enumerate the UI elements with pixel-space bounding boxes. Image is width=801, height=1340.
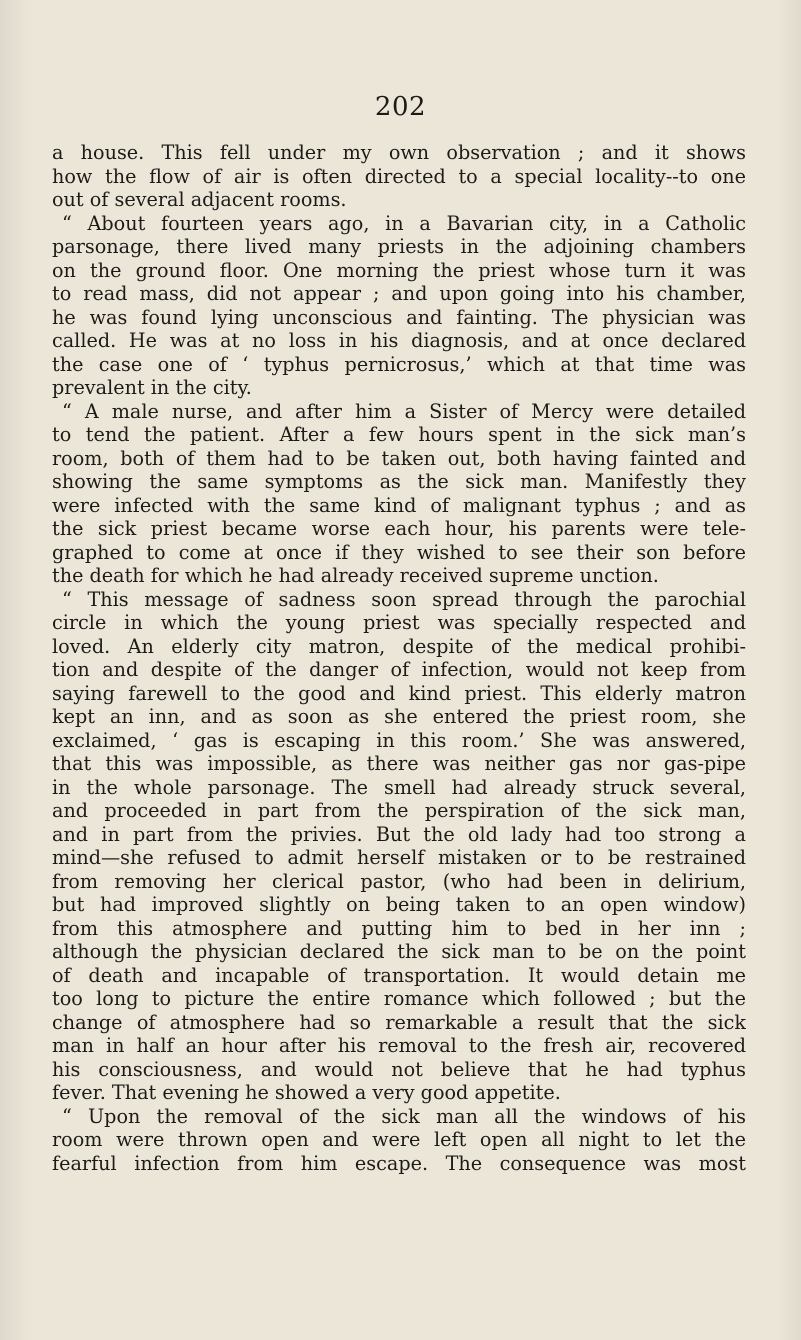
- text-line: saying farewell to the good and kind priest. This elderly matron: [52, 681, 746, 705]
- text-line: “ This message of sadness soon spread through the parochial: [62, 587, 746, 611]
- text-line: a house. This fell under my own observation ; and it shows: [52, 141, 746, 164]
- text-line: how the flow of air is often directed to a special locality--to one: [52, 164, 746, 188]
- text-line: from removing her clerical pastor, (who had been in delirium,: [52, 869, 746, 893]
- text-line: change of atmosphere had so remarkable a result that the sick: [52, 1010, 746, 1034]
- text-line: man in half an hour after his removal to the fresh air, recovered: [52, 1034, 746, 1057]
- text-line: the case one of ‘ typhus pernicrosus,’ which at that time was: [52, 352, 746, 376]
- text-line: tion and despite of the danger of infection, would not keep from: [52, 658, 746, 681]
- text-line: prevalent in the city.: [52, 376, 252, 399]
- page-number: 202: [374, 92, 427, 122]
- text-line: exclaimed, ‘ gas is escaping in this room.’ She was answered,: [52, 728, 746, 752]
- text-line: from this atmosphere and putting him to bed in her inn ;: [52, 916, 746, 940]
- text-line: circle in which the young priest was specially respected and: [52, 611, 746, 634]
- text-line: room were thrown open and were left open all night to let the: [52, 1128, 746, 1151]
- text-line: “ About fourteen years ago, in a Bavarian city, in a Catholic: [62, 211, 746, 235]
- text-line: and in part from the privies. But the old lady had too strong a: [52, 822, 746, 846]
- text-line: he was found lying unconscious and fainting. The physician was: [52, 305, 746, 329]
- text-line: mind—she refused to admit herself mistaken or to be restrained: [52, 846, 746, 869]
- text-line: showing the same symptoms as the sick man. Manifestly they: [52, 470, 746, 493]
- text-line: loved. An elderly city matron, despite of the medical prohibi-: [52, 634, 746, 658]
- text-line: to tend the patient. After a few hours spent in the sick man’s: [52, 423, 746, 446]
- body-text: [52, 141, 746, 1175]
- text-line: of death and incapable of transportation. It would detain me: [52, 963, 746, 987]
- text-line: on the ground floor. One morning the priest whose turn it was: [52, 258, 746, 282]
- text-line: and proceeded in part from the perspiration of the sick man,: [52, 799, 746, 822]
- text-line: but had improved slightly on being taken to an open window): [52, 893, 746, 916]
- text-line: although the physician declared the sick man to be on the point: [52, 940, 746, 963]
- text-line: out of several adjacent rooms.: [52, 188, 347, 211]
- text-line: “ A male nurse, and after him a Sister of Mercy were detailed: [62, 399, 746, 423]
- text-line: kept an inn, and as soon as she entered the priest room, she: [52, 705, 746, 728]
- text-line: called. He was at no loss in his diagnosis, and at once declared: [52, 329, 746, 352]
- text-line: that this was impossible, as there was neither gas nor gas-pipe: [52, 752, 746, 775]
- text-line: to read mass, did not appear ; and upon going into his chamber,: [52, 282, 746, 305]
- text-line: his consciousness, and would not believe that he had typhus: [52, 1057, 746, 1081]
- text-line: the sick priest became worse each hour, his parents were tele-: [52, 517, 746, 540]
- text-line: too long to picture the entire romance which followed ; but the: [52, 987, 746, 1010]
- text-line: “ Upon the removal of the sick man all the windows of his: [62, 1104, 746, 1128]
- text-line: in the whole parsonage. The smell had already struck several,: [52, 775, 746, 799]
- text-line: fever. That evening he showed a very good appetite.: [52, 1081, 561, 1104]
- text-line: were infected with the same kind of malignant typhus ; and as: [52, 493, 746, 517]
- text-line: the death for which he had already received supreme unction.: [52, 564, 659, 587]
- text-line: room, both of them had to be taken out, both having fainted and: [52, 446, 746, 470]
- text-line: fearful infection from him escape. The consequence was most: [52, 1151, 746, 1175]
- text-line: graphed to come at once if they wished to see their son before: [52, 540, 746, 564]
- text-line: parsonage, there lived many priests in the adjoining chambers: [52, 235, 746, 258]
